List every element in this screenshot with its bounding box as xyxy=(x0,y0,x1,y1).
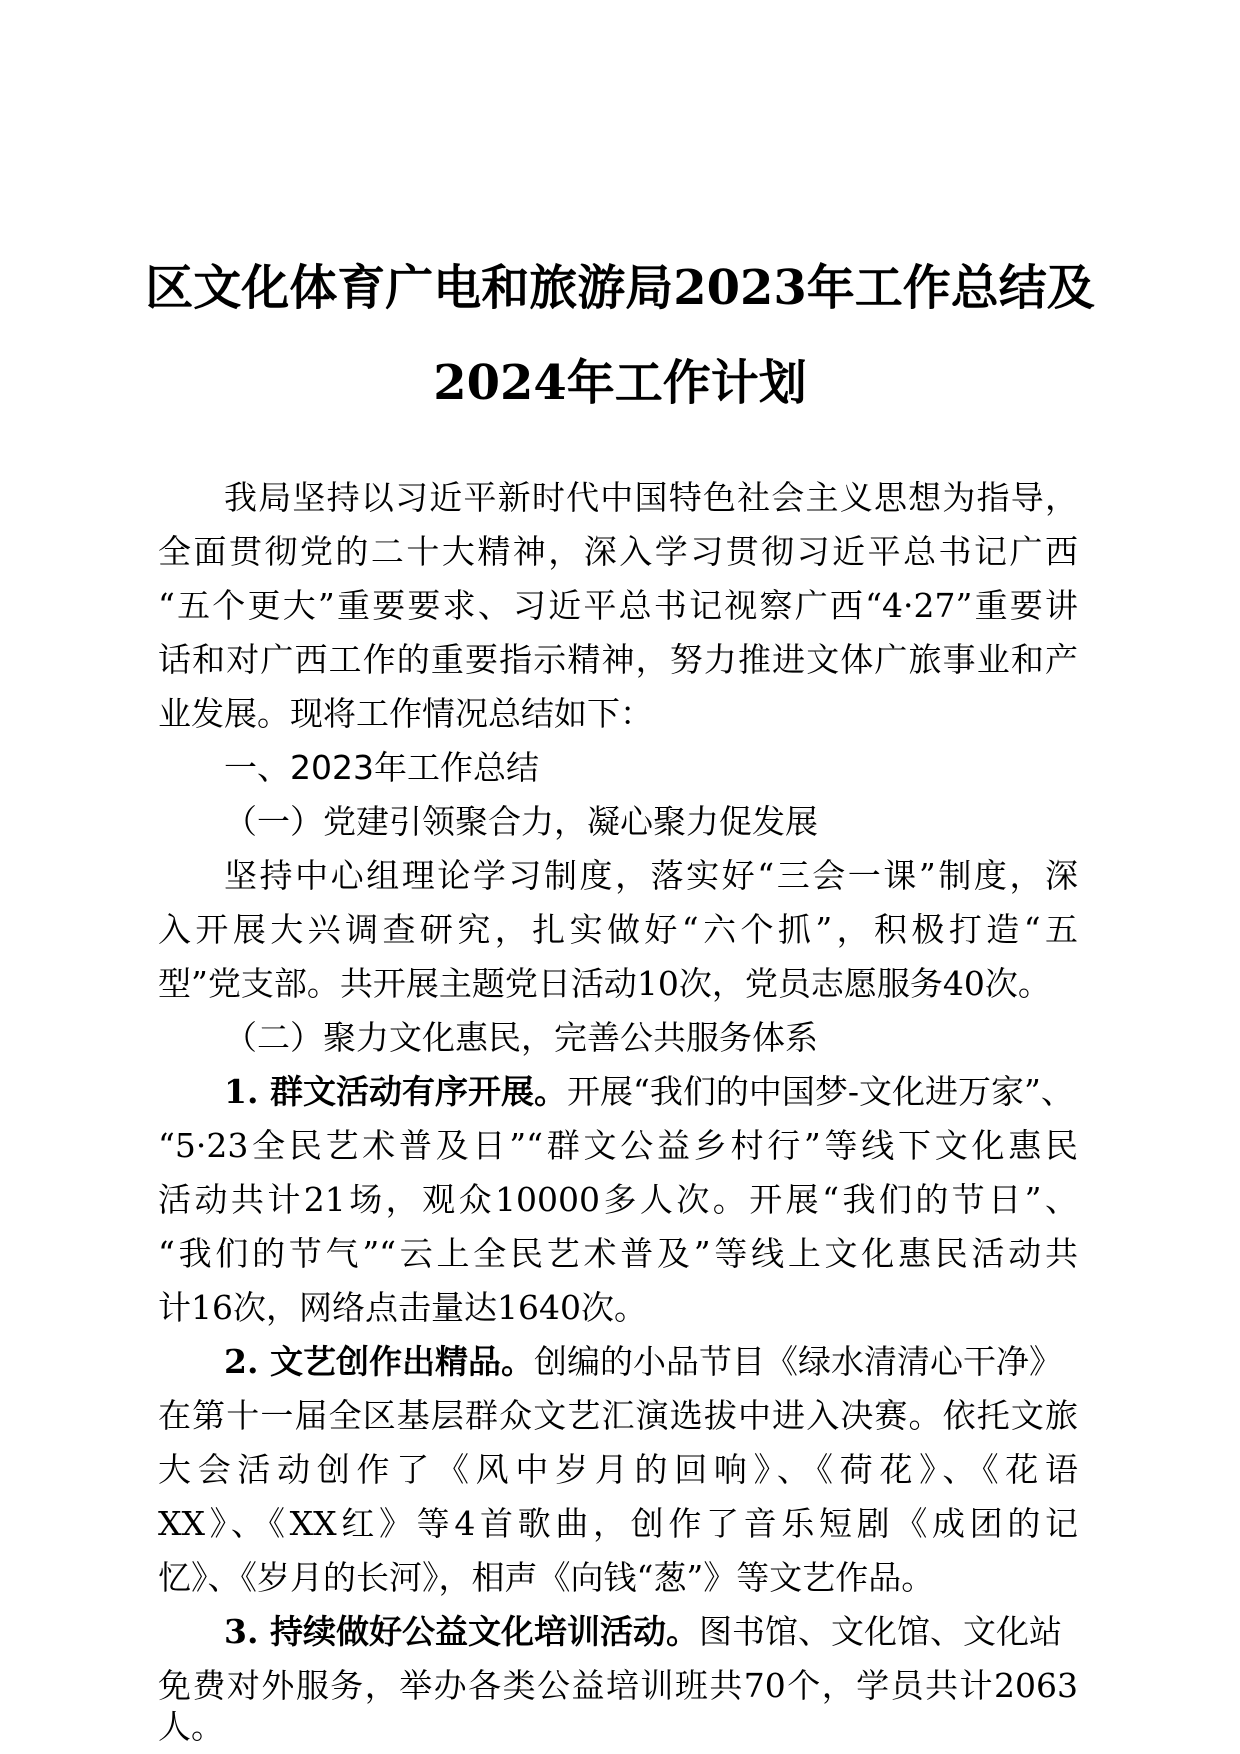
intro-line: 业发展。现将工作情况总结如下： xyxy=(158,694,653,733)
item-text: 创编的小品节目《绿水清清心干净》 xyxy=(533,1342,1062,1381)
intro-line: 我局坚持以习近平新时代中国特色社会主义思想为指导， xyxy=(224,478,1078,517)
section-heading: 一、2023年工作总结 xyxy=(224,748,539,787)
body-line: 计16次，网络点击量达1640次。 xyxy=(158,1288,647,1327)
body-line: 人。 xyxy=(158,1707,224,1746)
body-line: 坚持中心组理论学习制度，落实好“三会一课”制度，深 xyxy=(224,856,1078,895)
intro-line: 全面贯彻党的二十大精神，深入学习贯彻习近平总书记广西 xyxy=(158,532,1078,571)
item-first-line xyxy=(158,1335,1078,1389)
body-line: XX》、《XX红》等4首歌曲，创作了音乐短剧《成团的记 xyxy=(158,1504,1078,1543)
item-lead: 1. 群文活动有序开展。 xyxy=(224,1072,567,1111)
item-first-line xyxy=(158,1065,1078,1119)
document-title-line-2: 2024年工作计划 xyxy=(433,355,807,411)
item-lead: 3. 持续做好公益文化培训活动。 xyxy=(224,1612,699,1651)
intro-line: 话和对广西工作的重要指示精神，努力推进文体广旅事业和产 xyxy=(158,640,1078,679)
subsection-heading: （二）聚力文化惠民，完善公共服务体系 xyxy=(224,1018,818,1057)
body-line: 型”党支部。共开展主题党日活动10次，党员志愿服务40次。 xyxy=(158,964,1051,1003)
body-line: 大会活动创作了《风中岁月的回响》、《荷花》、《花语 xyxy=(158,1450,1078,1489)
body-line: 在第十一届全区基层群众文艺汇演选拔中进入决赛。依托文旅 xyxy=(158,1396,1078,1435)
body-line: 活动共计21场，观众10000多人次。开展“我们的节日”、 xyxy=(158,1180,1078,1219)
body-line: 入开展大兴调查研究，扎实做好“六个抓”，积极打造“五 xyxy=(158,910,1078,949)
item-lead: 2. 文艺创作出精品。 xyxy=(224,1342,534,1381)
intro-line: “五个更大”重要要求、习近平总书记视察广西“4·27”重要讲 xyxy=(158,586,1078,625)
item-first-line xyxy=(158,1605,1078,1659)
body-line: 免费对外服务，举办各类公益培训班共70个，学员共计2063 xyxy=(158,1666,1078,1705)
subsection-heading: （一）党建引领聚合力，凝心聚力促发展 xyxy=(224,802,818,841)
item-text: 开展“我们的中国梦-文化进万家”、 xyxy=(566,1072,1074,1111)
body-line: 忆》、《岁月的长河》，相声《向钱“葱”》等文艺作品。 xyxy=(158,1558,935,1597)
body-line: “我们的节气”“云上全民艺术普及”等线上文化惠民活动共 xyxy=(158,1234,1078,1273)
body-line: “5·23全民艺术普及日”“群文公益乡村行”等线下文化惠民 xyxy=(158,1126,1078,1165)
item-text: 图书馆、文化馆、文化站 xyxy=(698,1612,1062,1651)
document-title-line-1: 区文化体育广电和旅游局2023年工作总结及 xyxy=(145,260,1095,316)
